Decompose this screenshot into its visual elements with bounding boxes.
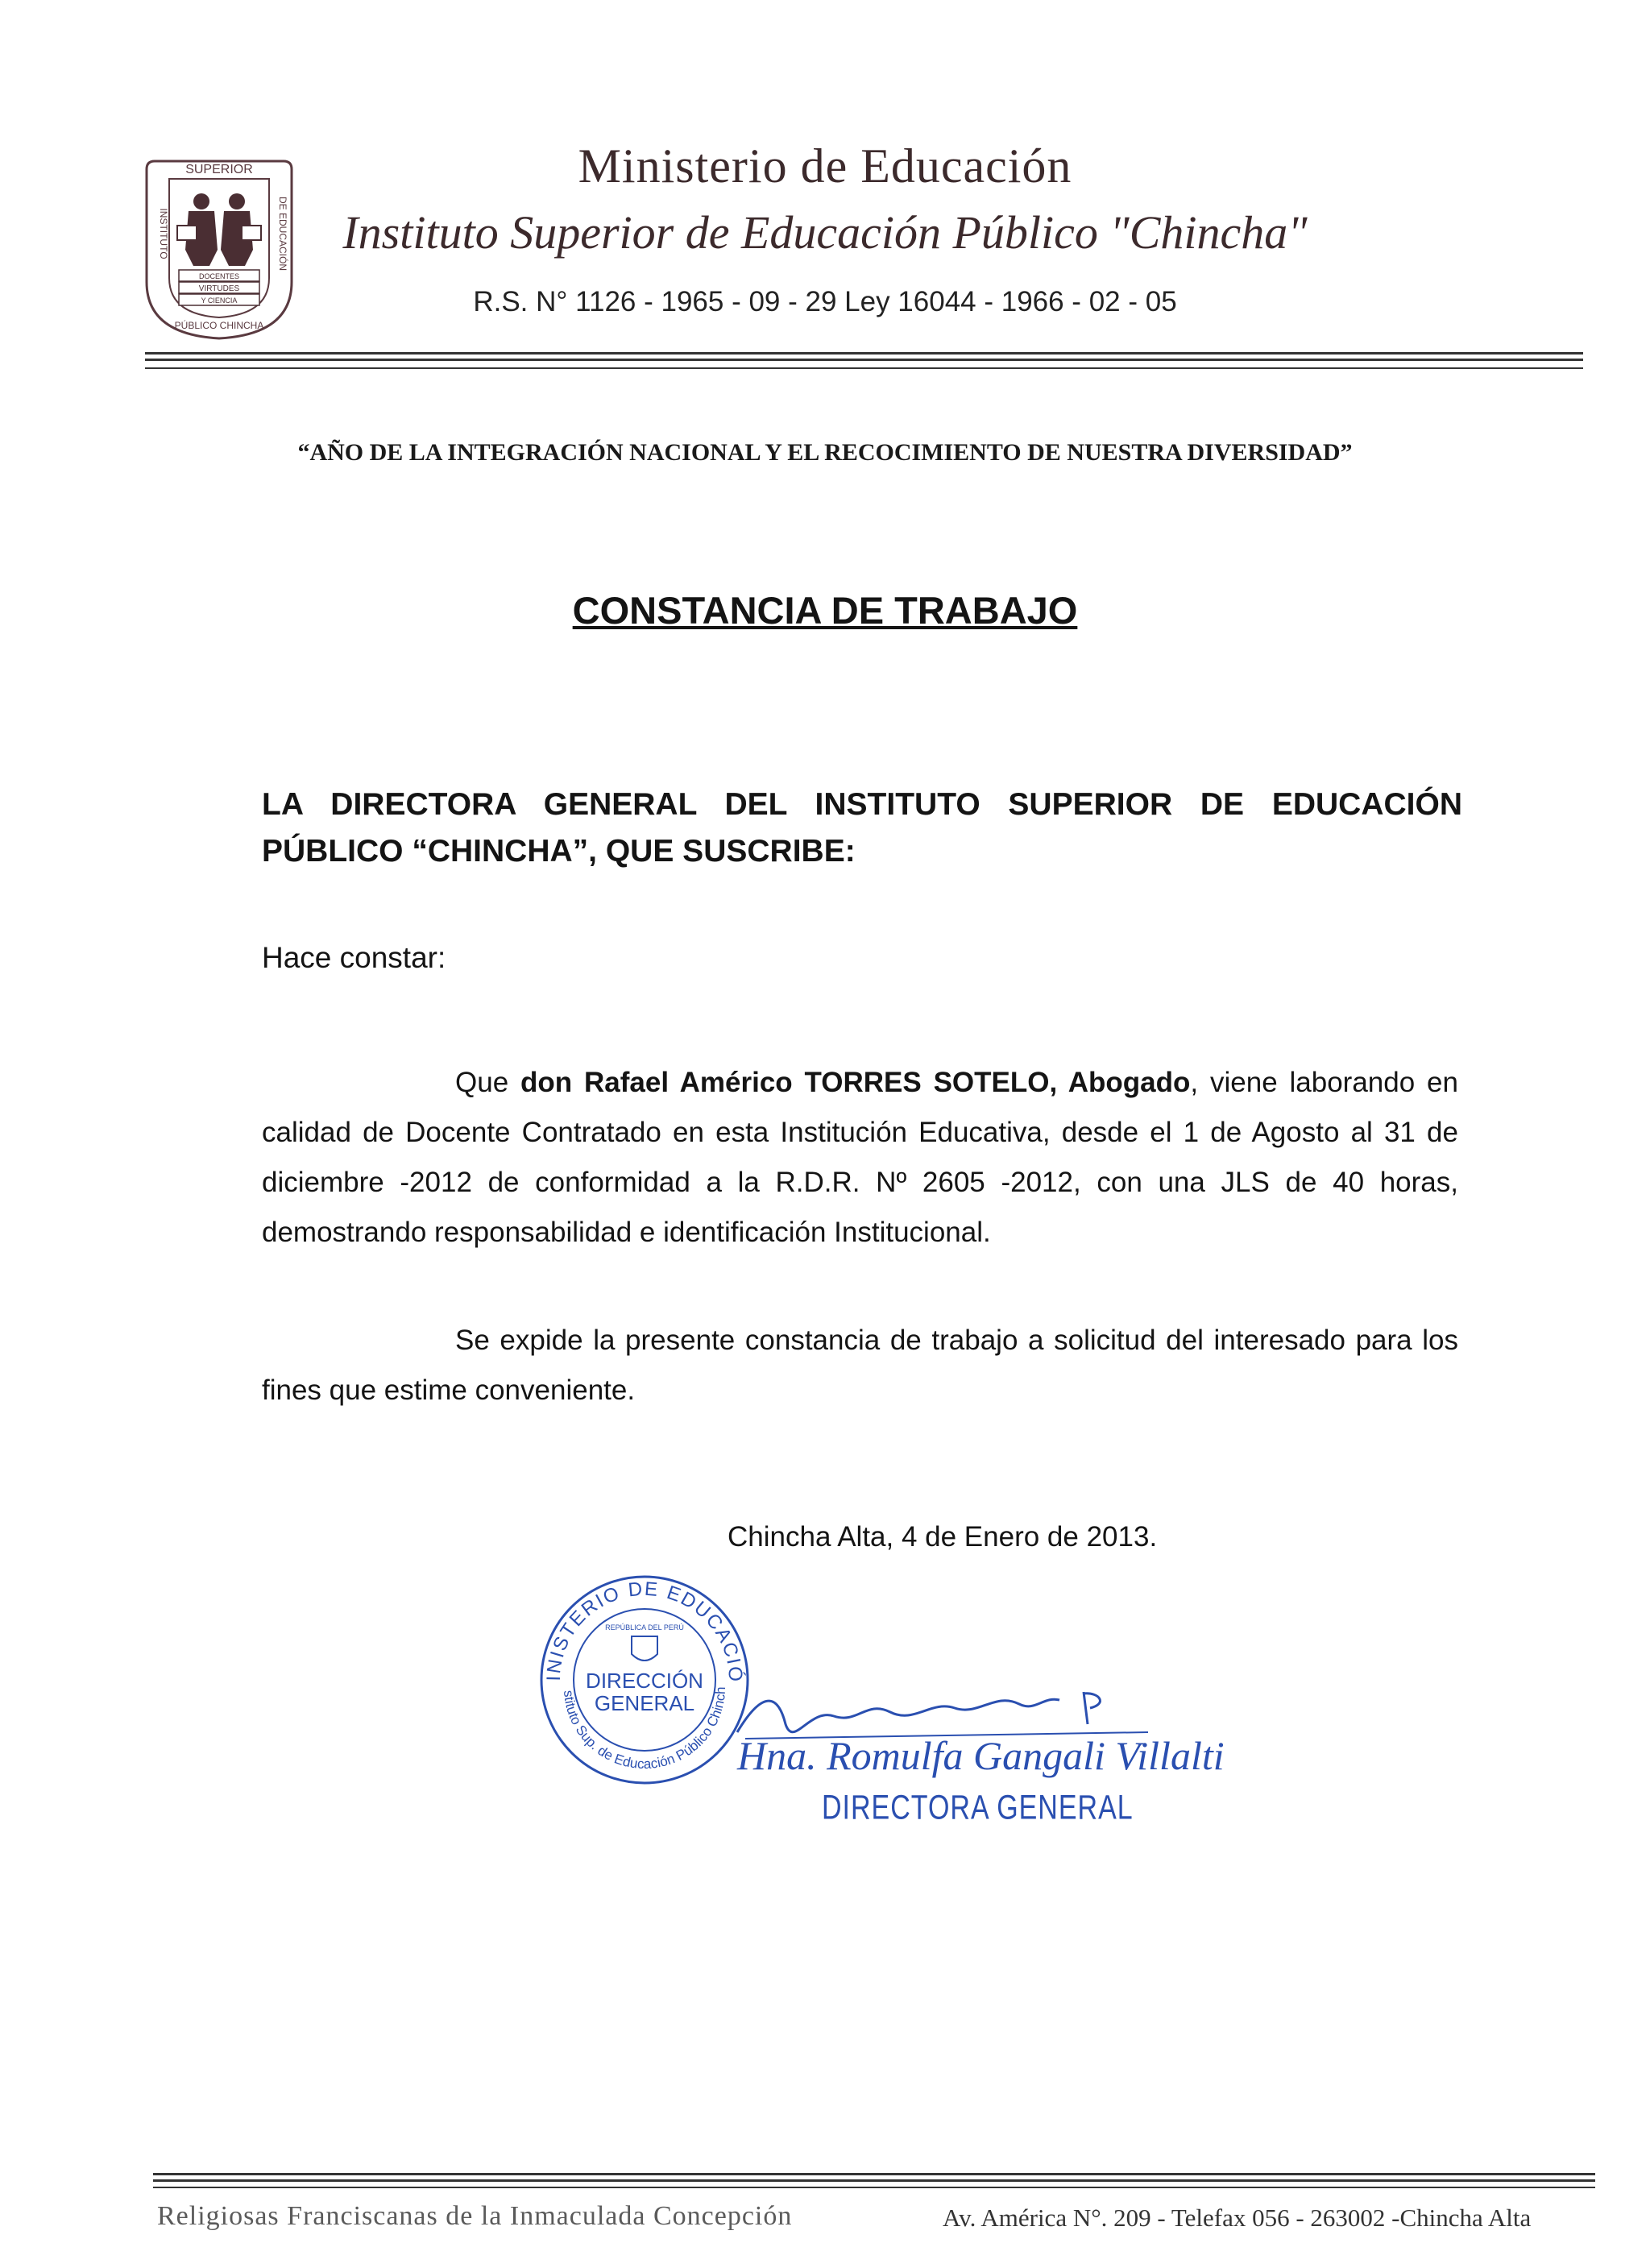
issuer-statement: LA DIRECTORA GENERAL DEL INSTITUTO SUPERIOR DE EDUCACIÓN PÚBLICO “CHINCHA”, QUE SUSCRIBE: (262, 787, 1462, 869)
logo-left-text: INSTITUTO (158, 208, 169, 259)
body-paragraph (262, 1058, 1458, 1258)
closing-paragraph (262, 1316, 1458, 1416)
logo-banner-2: VIRTUDES (198, 284, 240, 293)
year-motto: “AÑO DE LA INTEGRACIÓN NACIONAL Y EL RECOCIMIENTO DE NUESTRA DIVERSIDAD” (297, 439, 1353, 466)
footer-rule-bottom (153, 2187, 1595, 2188)
logo-banner-3: Y CIENCIA (201, 296, 238, 305)
header-rule-middle (145, 359, 1583, 361)
signer-title: DIRECTORA GENERAL (822, 1789, 1134, 1827)
lead-text: Hace constar: (262, 941, 446, 974)
stamp-outer-bottom: stituto Sup. de Educación Público Chinch (560, 1686, 729, 1773)
body-start: Que (455, 1067, 509, 1098)
footer-rule-top (153, 2173, 1595, 2175)
stamp-line-1: DIRECCIÓN (586, 1669, 703, 1693)
footer-address: Av. América N°. 209 - Telefax 056 - 263002 -Chincha Alta (943, 2204, 1532, 2232)
institute-name: Instituto Superior de Educación Público "Chincha" (342, 206, 1308, 259)
logo-top-text: SUPERIOR (185, 163, 253, 176)
stamp-line-2: GENERAL (594, 1691, 695, 1715)
closing-text: Se expide la presente constancia de trabajo a solicitud del interesado para los fines que estime conveniente. (262, 1325, 1458, 1406)
logo-banner-1: DOCENTES (198, 272, 240, 280)
stamp-outer-top: INISTERIO DE EDUCACIÓ (542, 1578, 747, 1684)
header-rule-bottom (145, 367, 1583, 369)
body-rest: , viene laborando en calidad de Docente Contratado en esta Institución Educativa, desde el 1 de Agosto al 31 de diciembre -2012 de conformidad a la R.D.R. Nº 2605 -2012, con una JLS de 40 horas, demostrando responsabilidad e identificación Institucional. (262, 1067, 1458, 1248)
logo-right-text: DE EDUCACIÓN (277, 196, 288, 272)
official-stamp (532, 1567, 757, 1797)
signer-name: Hna. Romulfa Gangali Villalti (737, 1733, 1225, 1778)
resolution-line: R.S. N° 1126 - 1965 - 09 - 29 Ley 16044 - 1966 - 02 - 05 (473, 286, 1177, 317)
stamp-crest-icon (632, 1636, 657, 1661)
document-title: CONSTANCIA DE TRABAJO (572, 589, 1078, 632)
ministry-title: Ministerio de Educación (578, 139, 1072, 193)
place-date: Chincha Alta, 4 de Enero de 2013. (728, 1521, 1158, 1553)
employee-name: don Rafael Américo TORRES SOTELO, Abogado (520, 1067, 1191, 1098)
stamp-crest-label: REPÚBLICA DEL PERÚ (605, 1623, 684, 1632)
footer-congregation: Religiosas Franciscanas de la Inmaculada Concepción (157, 2201, 793, 2231)
logo-bottom-text: PÚBLICO CHINCHA (174, 320, 264, 331)
header-rule-top (145, 352, 1583, 355)
footer-rule-middle (153, 2179, 1595, 2182)
